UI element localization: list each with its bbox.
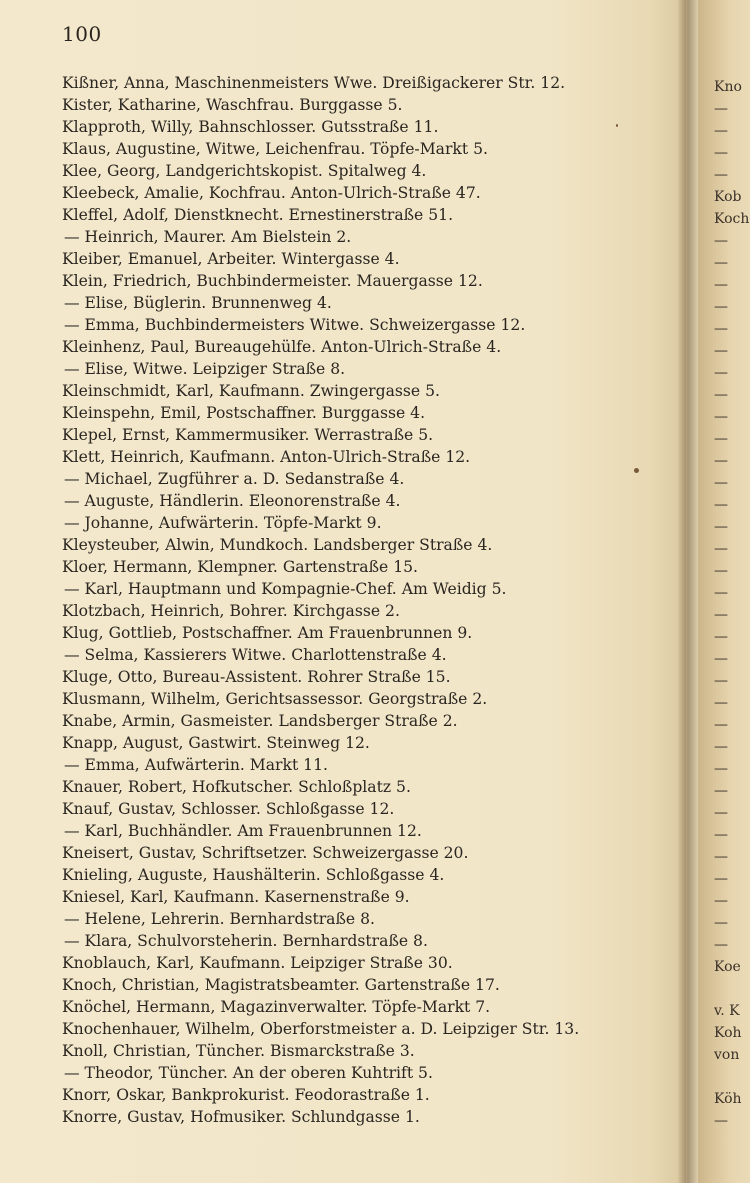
directory-entry: — Theodor, Tüncher. An der oberen Kuhtrift 5.: [64, 1064, 433, 1082]
directory-entry: — Heinrich, Maurer. Am Bielstein 2.: [64, 228, 352, 246]
adjacent-page-fragment: —: [714, 145, 728, 161]
directory-entry: Knochenhauer, Wilhelm, Oberforstmeister a. D. Leipziger Str. 13.: [62, 1020, 580, 1038]
directory-entry: Klett, Heinrich, Kaufmann. Anton-Ulrich-Straße 12.: [62, 448, 471, 466]
directory-entry: Kleinhenz, Paul, Bureaugehülfe. Anton-Ulrich-Straße 4.: [62, 338, 502, 356]
page-number: 100: [62, 22, 102, 46]
directory-entry: Kleffel, Adolf, Dienstknecht. Ernestinerstraße 51.: [62, 206, 454, 224]
directory-entry: Knorre, Gustav, Hofmusiker. Schlundgasse 1.: [62, 1108, 420, 1126]
adjacent-page-fragment: —: [714, 255, 728, 271]
directory-entry: Kleinspehn, Emil, Postschaffner. Burggasse 4.: [62, 404, 426, 422]
directory-entry: Knauf, Gustav, Schlosser. Schloßgasse 12.: [62, 800, 395, 818]
adjacent-page-fragment: —: [714, 365, 728, 381]
directory-entry: Kloer, Hermann, Klempner. Gartenstraße 15.: [62, 558, 418, 576]
adjacent-page-fragment: —: [714, 233, 728, 249]
directory-entry: Kneisert, Gustav, Schriftsetzer. Schweizergasse 20.: [62, 844, 469, 862]
directory-entry: Kister, Katharine, Waschfrau. Burggasse 5.: [62, 96, 403, 114]
directory-entry: Klusmann, Wilhelm, Gerichtsassessor. Georgstraße 2.: [62, 690, 488, 708]
directory-entry: — Emma, Buchbindermeisters Witwe. Schweizergasse 12.: [64, 316, 526, 334]
directory-entry: — Karl, Buchhändler. Am Frauenbrunnen 12.: [64, 822, 422, 840]
adjacent-page-fragment: —: [714, 1113, 728, 1129]
adjacent-page-fragment: —: [714, 915, 728, 931]
book-gutter: [678, 0, 698, 1183]
directory-entry: Knapp, August, Gastwirt. Steinweg 12.: [62, 734, 370, 752]
adjacent-page-fragment: —: [714, 937, 728, 953]
adjacent-page-fragment: Kno: [714, 79, 742, 95]
directory-entry: Knoch, Christian, Magistratsbeamter. Gartenstraße 17.: [62, 976, 500, 994]
directory-entry: Klug, Gottlieb, Postschaffner. Am Frauenbrunnen 9.: [62, 624, 473, 642]
directory-entry: — Johanne, Aufwärterin. Töpfe-Markt 9.: [64, 514, 382, 532]
directory-entry: Klepel, Ernst, Kammermusiker. Werrastraße 5.: [62, 426, 434, 444]
ink-speck: [634, 468, 639, 473]
directory-entry: Kluge, Otto, Bureau-Assistent. Rohrer Straße 15.: [62, 668, 451, 686]
directory-entry: Klapproth, Willy, Bahnschlosser. Gutsstraße 11.: [62, 118, 439, 136]
directory-entry: — Klara, Schulvorsteherin. Bernhardstraße 8.: [64, 932, 428, 950]
adjacent-page-fragment: Koch: [714, 211, 750, 227]
directory-entry: — Karl, Hauptmann und Kompagnie-Chef. Am Weidig 5.: [64, 580, 507, 598]
adjacent-page-fragment: —: [714, 585, 728, 601]
directory-entry: — Auguste, Händlerin. Eleonorenstraße 4.: [64, 492, 401, 510]
adjacent-page-fragment: —: [714, 695, 728, 711]
adjacent-page-fragment: Köh: [714, 1091, 742, 1107]
directory-entry: Kleebeck, Amalie, Kochfrau. Anton-Ulrich-Straße 47.: [62, 184, 481, 202]
directory-entry: Knoll, Christian, Tüncher. Bismarckstraße 3.: [62, 1042, 415, 1060]
adjacent-page-fragment: —: [714, 475, 728, 491]
adjacent-page-fragment: —: [714, 431, 728, 447]
adjacent-page-fragment: —: [714, 827, 728, 843]
adjacent-page-fragment: —: [714, 761, 728, 777]
adjacent-page-fragment: —: [714, 629, 728, 645]
directory-entry: Klaus, Augustine, Witwe, Leichenfrau. Töpfe-Markt 5.: [62, 140, 488, 158]
directory-entry: Kleysteuber, Alwin, Mundkoch. Landsberger Straße 4.: [62, 536, 493, 554]
directory-entry: Knoblauch, Karl, Kaufmann. Leipziger Straße 30.: [62, 954, 453, 972]
adjacent-page-fragment: —: [714, 299, 728, 315]
directory-entry: — Elise, Witwe. Leipziger Straße 8.: [64, 360, 346, 378]
directory-entry: Kleiber, Emanuel, Arbeiter. Wintergasse 4.: [62, 250, 400, 268]
adjacent-page-fragment: Koh: [714, 1025, 742, 1041]
adjacent-page-fragment: [714, 1066, 750, 1088]
directory-entry: Knauer, Robert, Hofkutscher. Schloßplatz 5.: [62, 778, 411, 796]
adjacent-page-fragment: —: [714, 849, 728, 865]
directory-entry: Knieling, Auguste, Haushälterin. Schloßgasse 4.: [62, 866, 445, 884]
adjacent-page-fragment: —: [714, 717, 728, 733]
adjacent-page-fragment: —: [714, 607, 728, 623]
adjacent-page-fragment: —: [714, 343, 728, 359]
adjacent-page-fragment: Koe: [714, 959, 741, 975]
directory-entry: Knorr, Oskar, Bankprokurist. Feodorastraße 1.: [62, 1086, 430, 1104]
adjacent-page-fragment: —: [714, 783, 728, 799]
adjacent-page-fragment: —: [714, 453, 728, 469]
adjacent-page-fragment: [714, 978, 750, 1000]
adjacent-page-fragment: —: [714, 409, 728, 425]
directory-entry: Knöchel, Hermann, Magazinverwalter. Töpfe-Markt 7.: [62, 998, 491, 1016]
directory-entry: Klein, Friedrich, Buchbindermeister. Mauergasse 12.: [62, 272, 483, 290]
ink-speck: [616, 124, 618, 127]
adjacent-page-fragment: —: [714, 563, 728, 579]
adjacent-page-fragment: —: [714, 321, 728, 337]
adjacent-page-fragment: von: [714, 1047, 740, 1063]
adjacent-page-fragment: —: [714, 123, 728, 139]
adjacent-page-fragment: —: [714, 871, 728, 887]
adjacent-page-fragment: —: [714, 497, 728, 513]
directory-entry: — Elise, Büglerin. Brunnenweg 4.: [64, 294, 332, 312]
directory-entry: Klee, Georg, Landgerichtskopist. Spitalweg 4.: [62, 162, 427, 180]
adjacent-page-fragment: —: [714, 673, 728, 689]
adjacent-page-fragment: —: [714, 277, 728, 293]
directory-entry: Kniesel, Karl, Kaufmann. Kasernenstraße 9.: [62, 888, 410, 906]
adjacent-page-fragment: —: [714, 519, 728, 535]
adjacent-page-fragment: —: [714, 805, 728, 821]
adjacent-page-fragment: —: [714, 387, 728, 403]
adjacent-page-fragment: —: [714, 651, 728, 667]
adjacent-page-fragment: —: [714, 167, 728, 183]
adjacent-page-fragments: [714, 76, 750, 1132]
adjacent-page-fragment: —: [714, 541, 728, 557]
adjacent-page-fragment: v. K: [714, 1003, 740, 1019]
directory-entry: Kleinschmidt, Karl, Kaufmann. Zwingergasse 5.: [62, 382, 440, 400]
adjacent-page-fragment: —: [714, 893, 728, 909]
adjacent-page-fragment: —: [714, 739, 728, 755]
directory-entry: Kißner, Anna, Maschinenmeisters Wwe. Dreißigackerer Str. 12.: [62, 74, 566, 92]
directory-entry: Knabe, Armin, Gasmeister. Landsberger Straße 2.: [62, 712, 458, 730]
directory-entry: Klotzbach, Heinrich, Bohrer. Kirchgasse 2.: [62, 602, 400, 620]
directory-entries: [62, 72, 682, 1128]
directory-entry: — Helene, Lehrerin. Bernhardstraße 8.: [64, 910, 375, 928]
adjacent-page-fragment: Kob: [714, 189, 742, 205]
directory-entry: — Emma, Aufwärterin. Markt 11.: [64, 756, 328, 774]
adjacent-page-fragment: —: [714, 101, 728, 117]
directory-entry: — Selma, Kassierers Witwe. Charlottenstraße 4.: [64, 646, 447, 664]
directory-entry: — Michael, Zugführer a. D. Sedanstraße 4.: [64, 470, 405, 488]
